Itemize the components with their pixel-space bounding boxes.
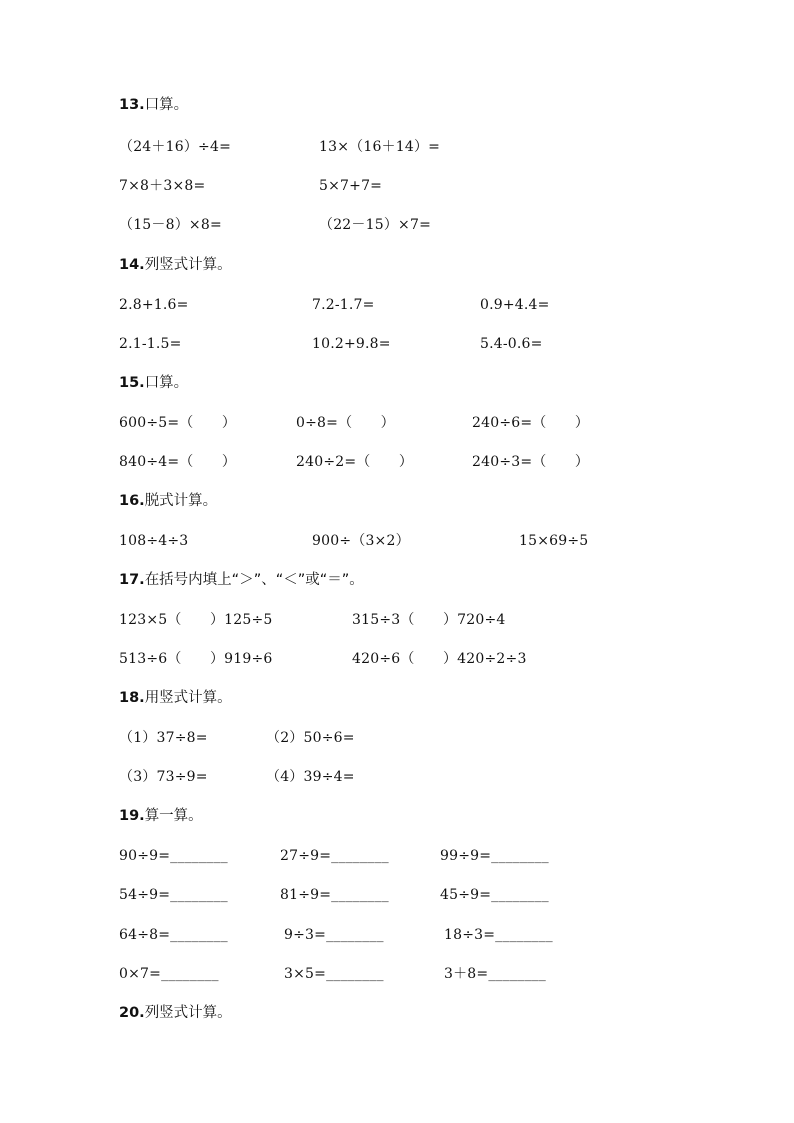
q15-item-4: 840÷4=（ ） <box>119 454 237 470</box>
q15-number: 15. <box>119 375 145 391</box>
q19-item-10: 0×7=________ <box>119 966 219 982</box>
q18-item-2: （2）50÷6= <box>266 730 355 746</box>
q18-heading <box>119 690 232 706</box>
q13-item-6: （22－15）×7= <box>319 217 431 233</box>
q15-heading <box>119 375 188 391</box>
q15-item-2: 0÷8=（ ） <box>296 415 395 431</box>
q14-title: 列竖式计算。 <box>144 257 232 273</box>
q19-item-5: 81÷9=________ <box>280 887 389 903</box>
q14-item-3: 0.9+4.4= <box>480 297 550 313</box>
q19-number: 19. <box>119 808 145 824</box>
q19-item-4: 54÷9=________ <box>119 887 228 903</box>
q15-item-3: 240÷6=（ ） <box>472 415 590 431</box>
q19-heading <box>119 808 203 824</box>
q13-item-4: 5×7+7= <box>319 178 383 194</box>
q20-heading <box>119 1005 232 1021</box>
q17-item-1: 123×5（ ）125÷5 <box>119 612 273 628</box>
q13-item-3: 7×8＋3×8= <box>119 178 206 194</box>
q16-item-2: 900÷（3×2） <box>312 533 410 549</box>
q19-item-2: 27÷9=________ <box>280 848 389 864</box>
q14-item-4: 2.1-1.5= <box>119 336 182 352</box>
q17-item-3: 513÷6（ ）919÷6 <box>119 651 273 667</box>
q18-title: 用竖式计算。 <box>144 690 232 706</box>
q17-title: 在括号内填上“＞”、“＜”或“＝”。 <box>144 572 364 588</box>
q19-item-6: 45÷9=________ <box>440 887 549 903</box>
q17-item-2: 315÷3（ ）720÷4 <box>352 612 506 628</box>
q13-title: 口算。 <box>144 97 189 113</box>
q16-number: 16. <box>119 493 145 509</box>
q20-number: 20. <box>119 1005 145 1021</box>
q14-number: 14. <box>119 257 145 273</box>
q15-title: 口算。 <box>144 375 189 391</box>
q17-heading <box>119 572 364 588</box>
q13-item-2: 13×（16＋14）= <box>319 139 441 155</box>
q14-item-2: 7.2-1.7= <box>312 297 375 313</box>
q19-item-9: 18÷3=________ <box>444 927 553 943</box>
q19-item-11: 3×5=________ <box>284 966 384 982</box>
q19-item-8: 9÷3=________ <box>284 927 384 943</box>
q16-item-3: 15×69÷5 <box>519 533 589 549</box>
q13-item-1: （24＋16）÷4= <box>119 139 231 155</box>
q20-title: 列竖式计算。 <box>144 1005 232 1021</box>
q18-item-3: （3）73÷9= <box>119 769 208 785</box>
q13-number: 13. <box>119 97 145 113</box>
q15-item-6: 240÷3=（ ） <box>472 454 590 470</box>
q16-heading <box>119 493 217 509</box>
q13-item-5: （15－8）×8= <box>119 217 222 233</box>
q19-title: 算一算。 <box>144 808 203 824</box>
q18-item-4: （4）39÷4= <box>266 769 355 785</box>
q18-item-1: （1）37÷8= <box>119 730 208 746</box>
q14-heading <box>119 257 232 273</box>
q16-item-1: 108÷4÷3 <box>119 533 189 549</box>
q17-item-4: 420÷6（ ）420÷2÷3 <box>352 651 527 667</box>
q19-item-3: 99÷9=________ <box>440 848 549 864</box>
q15-item-1: 600÷5=（ ） <box>119 415 237 431</box>
q13-heading <box>119 97 188 113</box>
q15-item-5: 240÷2=（ ） <box>296 454 414 470</box>
q16-title: 脱式计算。 <box>144 493 218 509</box>
q14-item-6: 5.4-0.6= <box>480 336 543 352</box>
q14-item-1: 2.8+1.6= <box>119 297 189 313</box>
q17-number: 17. <box>119 572 145 588</box>
q18-number: 18. <box>119 690 145 706</box>
q19-item-12: 3＋8=________ <box>444 966 546 982</box>
q19-item-7: 64÷8=________ <box>119 927 228 943</box>
q19-item-1: 90÷9=________ <box>119 848 228 864</box>
q14-item-5: 10.2+9.8= <box>312 336 391 352</box>
